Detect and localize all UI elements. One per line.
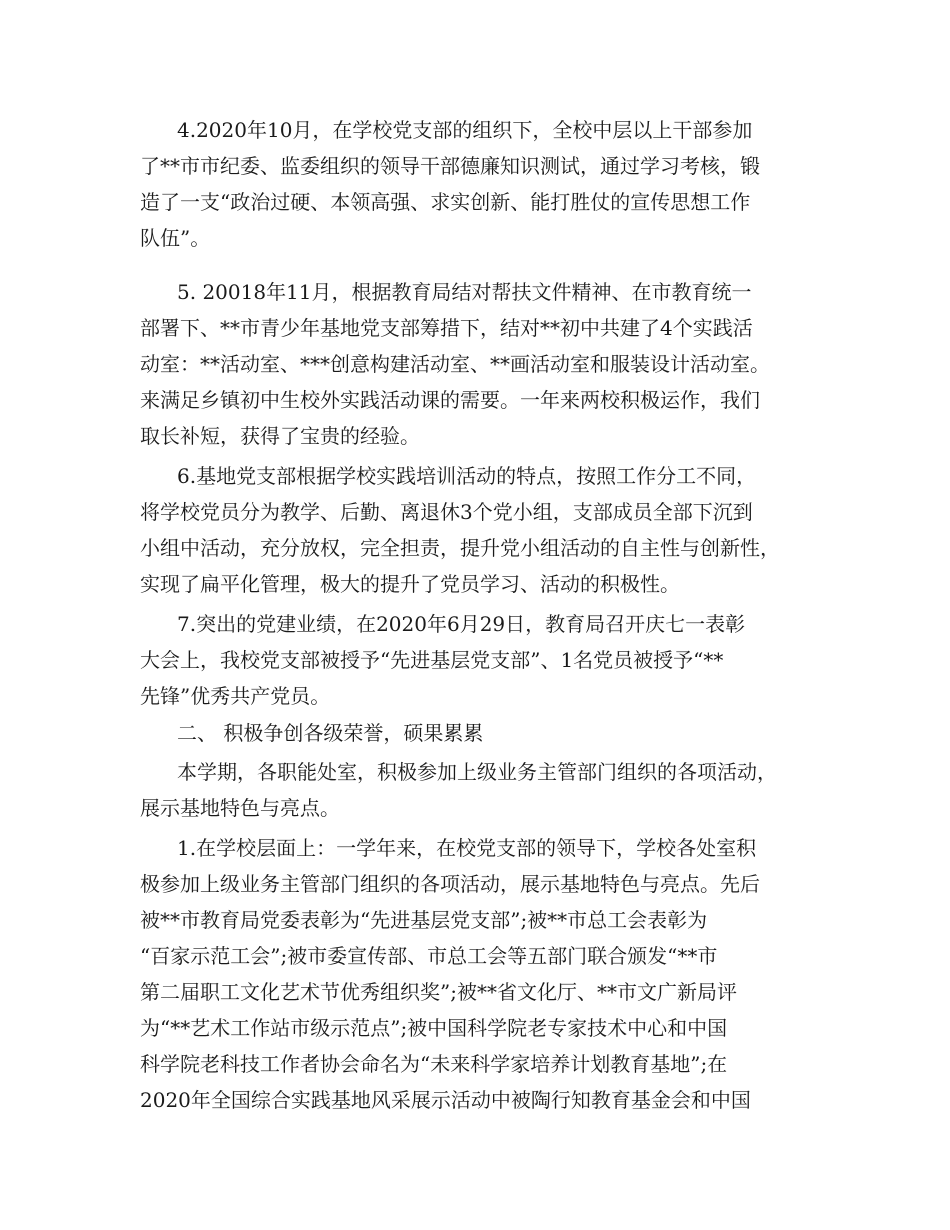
paragraph-line: 7.突出的党建业绩，在2020年6月29日，教育局召开庆七一表彰 xyxy=(177,612,746,636)
paragraph-line: 小组中活动，充分放权，完全担责，提升党小组活动的自主性与创新性， xyxy=(140,536,780,560)
paragraph-line: 展示基地特色与亮点。 xyxy=(140,796,340,820)
paragraph-line: 5. 20018年11月，根据教育局结对帮扶文件精神、在市教育统一 xyxy=(177,280,752,304)
paragraph-line: 6.基地党支部根据学校实践培训活动的特点，按照工作分工不同， xyxy=(177,464,757,488)
paragraph-line: 为“**艺术工作站市级示范点”;被中国科学院老专家技术中心和中国 xyxy=(140,1016,728,1040)
paragraph-line: 极参加上级业务主管部门组织的各项活动，展示基地特色与亮点。先后 xyxy=(140,872,760,896)
paragraph-line: “百家示范工会”;被市委宣传部、市总工会等五部门联合颁发“**市 xyxy=(140,944,718,968)
paragraph-line: 先锋”优秀共产党员。 xyxy=(140,684,331,708)
paragraph-line: 4.2020年10月，在学校党支部的组织下，全校中层以上干部参加 xyxy=(177,118,753,142)
paragraph-line: 了**市市纪委、监委组织的领导干部德廉知识测试，通过学习考核，锻 xyxy=(140,154,760,178)
paragraph-line: 来满足乡镇初中生校外实践活动课的需要。一年来两校积极运作，我们 xyxy=(140,388,760,412)
paragraph-line: 大会上，我校党支部被授予“先进基层党支部”、1名党员被授予“** xyxy=(140,648,724,672)
paragraph-line: 取长补短，获得了宝贵的经验。 xyxy=(140,424,420,448)
paragraph-line: 造了一支“政治过硬、本领高强、求实创新、能打胜仗的宣传思想工作 xyxy=(140,190,751,214)
paragraph-line: 第二届职工文化艺术节优秀组织奖”;被**省文化厅、**市文广新局评 xyxy=(140,980,737,1004)
paragraph-line: 1.在学校层面上：一学年来，在校党支部的领导下，学校各处室积 xyxy=(177,836,757,860)
paragraph-line: 将学校党员分为教学、后勤、离退休3个党小组，支部成员全部下沉到 xyxy=(140,500,753,524)
paragraph-line: 被**市教育局党委表彰为“先进基层党支部”;被**市总工会表彰为 xyxy=(140,908,708,932)
paragraph-line: 2020年全国综合实践基地风采展示活动中被陶行知教育基金会和中国 xyxy=(140,1088,751,1112)
paragraph-line: 实现了扁平化管理，极大的提升了党员学习、活动的积极性。 xyxy=(140,572,680,596)
paragraph-line: 本学期，各职能处室，积极参加上级业务主管部门组织的各项活动， xyxy=(177,760,777,784)
paragraph-line: 科学院老科技工作者协会命名为“未来科学家培养计划教育基地”;在 xyxy=(140,1052,728,1076)
paragraph-line: 部署下、**市青少年基地党支部筹措下，结对**初中共建了4个实践活 xyxy=(140,316,753,340)
paragraph-line: 队伍”。 xyxy=(140,226,211,250)
section-heading: 二、 积极争创各级荣誉，硕果累累 xyxy=(177,721,484,745)
paragraph-line: 动室：**活动室、***创意构建活动室、**画活动室和服装设计活动室。 xyxy=(140,352,770,376)
